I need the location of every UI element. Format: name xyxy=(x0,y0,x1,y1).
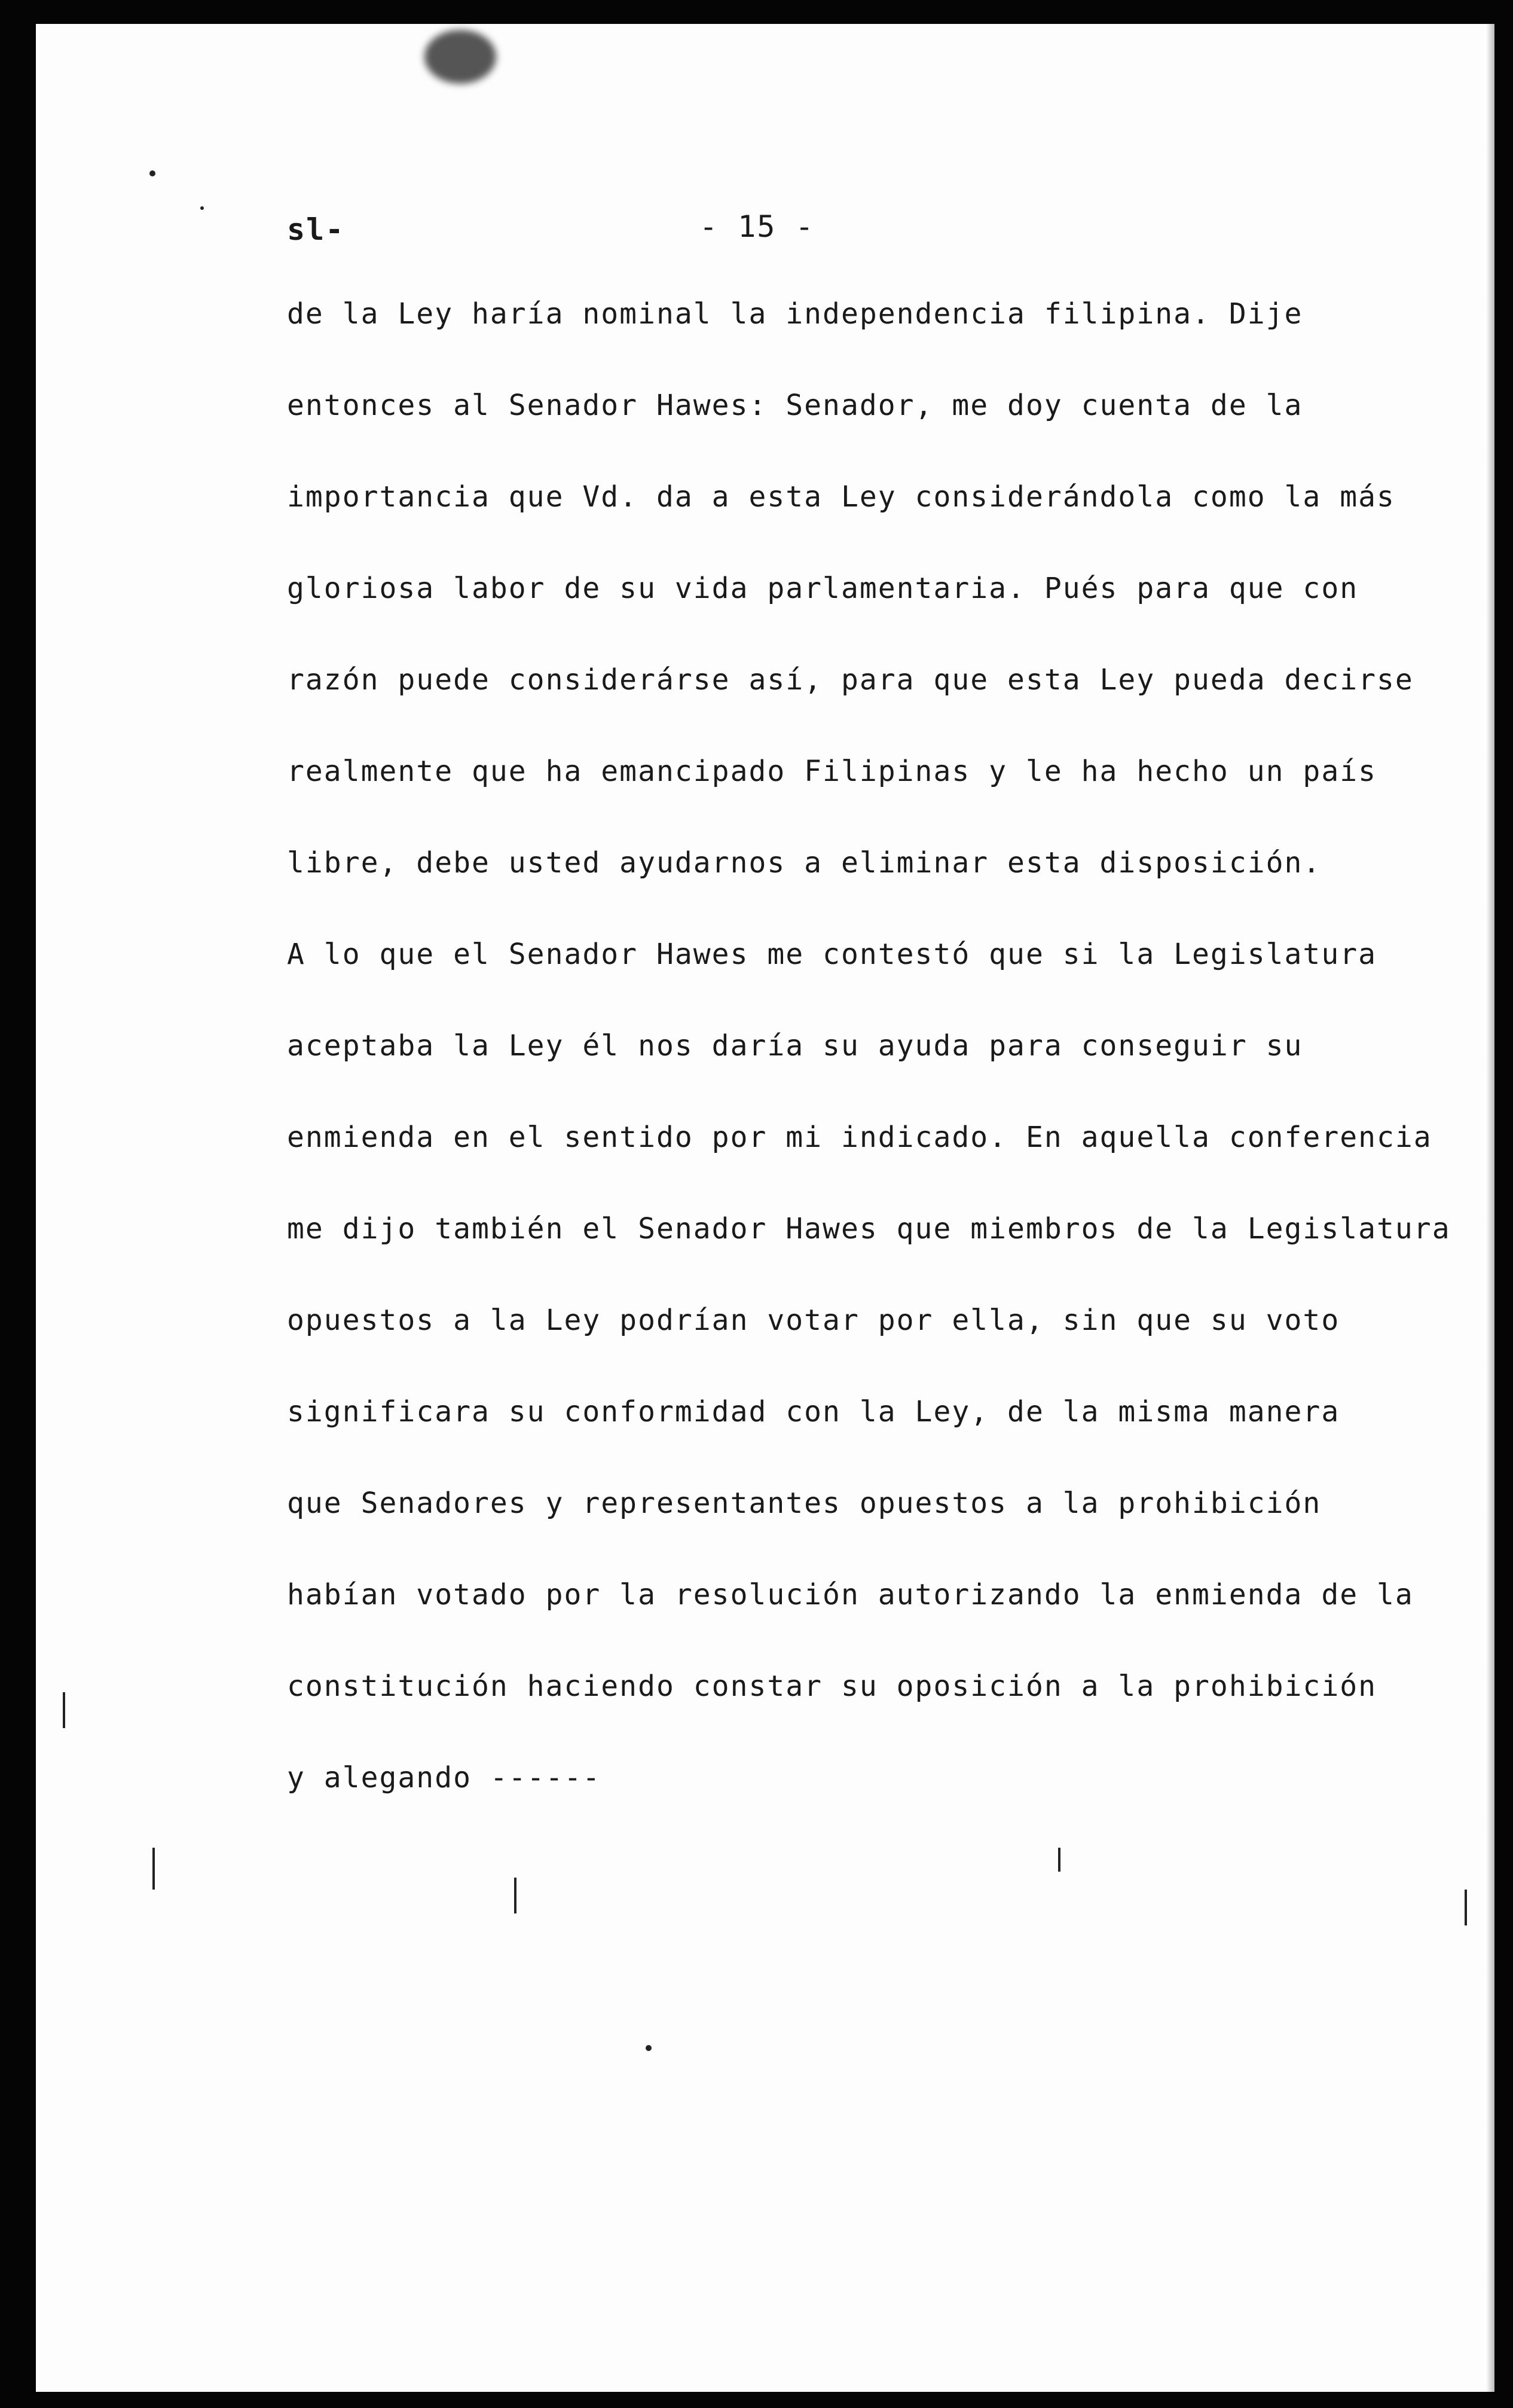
text-line: que Senadores y representantes opuestos a la prohibición xyxy=(287,1487,1322,1520)
text-line: significara su conformidad con la Ley, de la misma manera xyxy=(287,1395,1340,1429)
text-line: gloriosa labor de su vida parlamentaria. Pués para que con xyxy=(287,572,1359,605)
scan-mark xyxy=(1058,1848,1060,1872)
scan-mark xyxy=(1465,1890,1467,1925)
text-line: A lo que el Senador Hawes me contestó que si la Legislatura xyxy=(287,938,1377,971)
text-line: habían votado por la resolución autorizando la enmienda de la xyxy=(287,1578,1414,1612)
text-line: de la Ley haría nominal la independencia filipina. Dije xyxy=(287,297,1303,331)
text-line: me dijo también el Senador Hawes que miembros de la Legislatura xyxy=(287,1212,1451,1246)
text-line: importancia que Vd. da a esta Ley considerándola como la más xyxy=(287,480,1395,514)
speck xyxy=(200,206,204,210)
text-line: razón puede considerárse así, para que esta Ley pueda decirse xyxy=(287,663,1414,697)
page-edge xyxy=(1486,24,1494,2392)
text-line: y alegando ------ xyxy=(287,1761,601,1794)
text-line: enmienda en el sentido por mi indicado. En aquella conferencia xyxy=(287,1121,1432,1154)
text-line: aceptaba la Ley él nos daría su ayuda para conseguir su xyxy=(287,1029,1303,1063)
ink-blot xyxy=(424,30,496,84)
text-line: realmente que ha emancipado Filipinas y le ha hecho un país xyxy=(287,755,1377,788)
scan-mark xyxy=(63,1692,65,1728)
speck xyxy=(646,2045,652,2051)
page-number: - 15 - xyxy=(699,209,815,244)
text-line: opuestos a la Ley podrían votar por ella, sin que su voto xyxy=(287,1304,1340,1337)
scan-mark xyxy=(514,1878,516,1913)
header-reference: sl- xyxy=(287,212,345,247)
document-page xyxy=(36,24,1494,2392)
text-line: entonces al Senador Hawes: Senador, me doy cuenta de la xyxy=(287,389,1303,422)
speck xyxy=(149,170,155,176)
text-line: constitución haciendo constar su oposición a la prohibición xyxy=(287,1670,1377,1703)
text-line: libre, debe usted ayudarnos a eliminar esta disposición. xyxy=(287,846,1322,880)
scan-mark xyxy=(152,1848,155,1890)
